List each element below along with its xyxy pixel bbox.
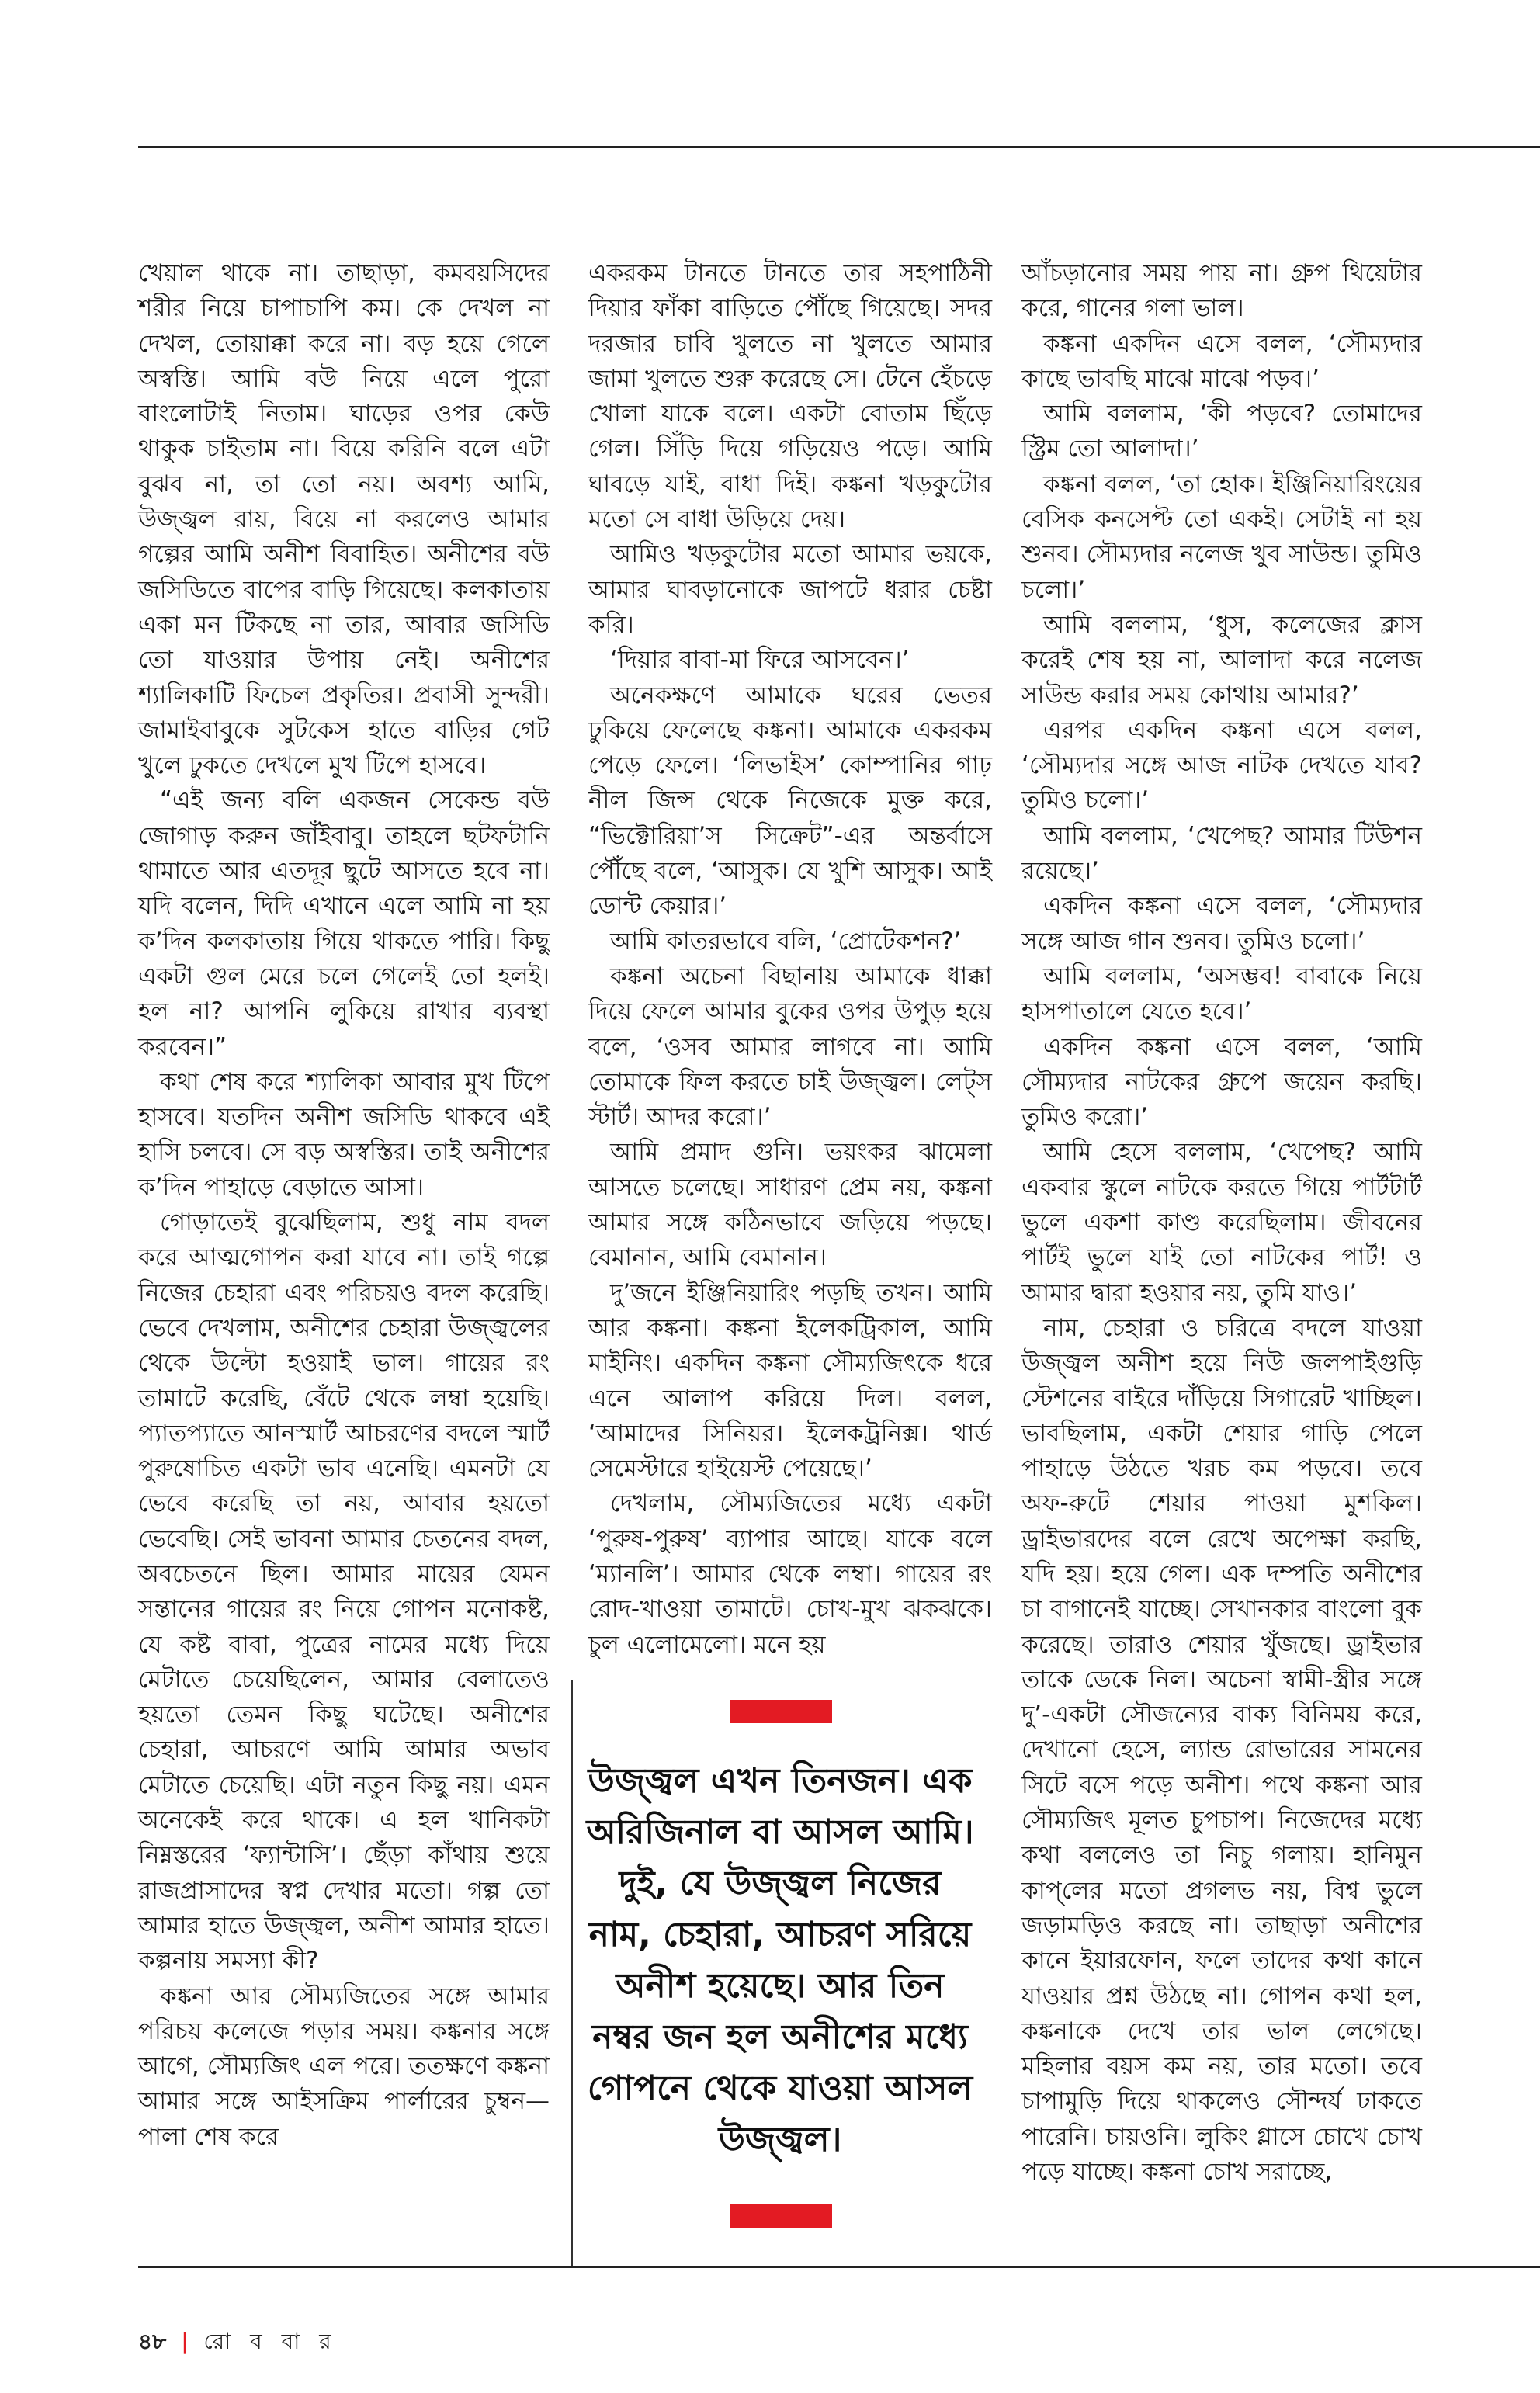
paragraph: এরপর একদিন কঙ্কনা এসে বলল, ‘সৌম্যদার সঙ্গে আজ নাটক দেখতে যাব? তুমিও চলো।’ [1021, 716, 1422, 815]
paragraph: আমি বললাম, ‘ধুস, কলেজের ক্লাস করেই শেষ হয় না, আলাদা করে নলেজ সাউন্ড করার সময় কোথায় আমার?’ [1021, 610, 1422, 709]
paragraph: একদিন কঙ্কনা এসে বলল, ‘আমি সৌম্যদার নাটকের গ্রুপে জয়েন করছি। তুমিও করো।’ [1021, 1032, 1422, 1132]
paragraph: কথা শেষ করে শ্যালিকা আবার মুখ টিপে হাসবে। যতদিন অনীশ জসিডি থাকবে এই হাসি চলবে। সে বড় অস্বস্তির। তাই অনীশের ক’দিন পাহাড়ে বেড়াতে আসা। [138, 1067, 550, 1202]
paragraph: কঙ্কনা অচেনা বিছানায় আমাকে ধাক্কা দিয়ে ফেলে আমার বুকের ওপর উপুড় হয়ে বলে, ‘ওসব আমার লাগবে না। আমি তোমাকে ফিল করতে চাই উজ্জ্বল। লেট্‌স স্টার্ট। আদর করো।’ [588, 962, 992, 1132]
paragraph: গোড়াতেই বুঝেছিলাম, শুধু নাম বদল করে আত্মগোপন করা যাবে না। তাই গল্পে নিজের চেহারা এবং পরিচয়ও বদল করেছি। ভেবে দেখলাম, অনীশের চেহারা উজ্জ্বলের থেকে উল্টো হওয়াই ভাল। গায়ের রং তামাটে করেছি, বেঁটে থেকে লম্বা হয়েছি। প্যাতপ্যাতে আনস্মার্ট আচরণের বদলে স্মার্ট পুরুষোচিত একটা ভাব এনেছি। এমনটা যে ভেবে করেছি তা নয়, আবার হয়তো ভেবেছি। সেই ভাবনা আমার চেতনের বদল, অবচেতনে ছিল। আমার মায়ের যেমন সন্তানের গায়ের রং নিয়ে গোপন মনোকষ্ট, যে কষ্ট বাবা, পুত্রের নামের মধ্যে দিয়ে মেটাতে চেয়েছিলেন, আমার বেলাতেও হয়তো তেমন কিছু ঘটেছে। অনীশের চেহারা, আচরণে আমি আমার অভাব মেটাতে চেয়েছি। এটা নতুন কিছু নয়। এমন অনেকেই করে থাকে। এ হল খানিকটা নিম্নস্তরের ‘ফ্যান্টাসি’। ছেঁড়া কাঁথায় শুয়ে রাজপ্রাসাদের স্বপ্ন দেখার মতো। গল্প তো আমার হাতে উজ্জ্বল, অনীশ আমার হাতে। কল্পনায় সমস্যা কী? [138, 1209, 550, 1975]
pull-quote-accent-bar-top [730, 1700, 832, 1723]
pull-quote-text: উজ্জ্বল এখন তিনজন। এক অরিজিনাল বা আসল আমি। দুই, যে উজ্জ্বল নিজের নাম, চেহারা, আচরণ সরিয়ে অনীশ হয়েছে। আর তিন নম্বর জন হল অনীশের মধ্যে গোপনে থেকে যাওয়া আসল উজ্জ্বল। [586, 1761, 974, 2159]
pull-quote-accent-bar-bottom [730, 2204, 832, 2228]
paragraph: দেখলাম, সৌম্যজিতের মধ্যে একটা ‘পুরুষ-পুরুষ’ ব্যাপার আছে। যাকে বলে ‘ম্যানলি’। আমার থেকে লম্বা। গায়ের রং রোদ-খাওয়া তামাটে। চোখ-মুখ ঝকঝকে। চুল এলোমেলো। মনে হয় [588, 1490, 992, 1659]
paragraph: আমিও খড়কুটোর মতো আমার ভয়কে, আমার ঘাবড়ানোকে জাপটে ধরার চেষ্টা করি। [588, 540, 992, 639]
text-column-3 [1021, 256, 1422, 2190]
paragraph: আমি বললাম, ‘খেপেছ? আমার টিউশন রয়েছে।’ [1021, 821, 1422, 886]
paragraph: আমি বললাম, ‘অসম্ভব! বাবাকে নিয়ে হাসপাতালে যেতে হবে।’ [1021, 962, 1422, 1026]
paragraph: একদিন কঙ্কনা এসে বলল, ‘সৌম্যদার সঙ্গে আজ গান শুনব। তুমিও চলো।’ [1021, 892, 1422, 955]
footer-rule [138, 2266, 1540, 2268]
page-footer [138, 2325, 338, 2361]
paragraph: একরকম টানতে টানতে তার সহপাঠিনী দিয়ার ফাঁকা বাড়িতে পৌঁছে গিয়েছে। সদর দরজার চাবি খুলতে না খুলতে আমার জামা খুলতে শুরু করেছে সে। টেনে হেঁচড়ে খোলা যাকে বলে। একটা বোতাম ছিঁড়ে গেল। সিঁড়ি দিয়ে গড়িয়েও পড়ে। আমি ঘাবড়ে যাই, বাধা দিই। কঙ্কনা খড়কুটোর মতো সে বাধা উড়িয়ে দেয়। [588, 259, 992, 534]
paragraph: দু’জনে ইঞ্জিনিয়ারিং পড়ছি তখন। আমি আর কঙ্কনা। কঙ্কনা ইলেকট্রিকাল, আমি মাইনিং। একদিন কঙ্কনা সৌম্যজিৎকে ধরে এনে আলাপ করিয়ে দিল। বলল, ‘আমাদের সিনিয়র। ইলেকট্রনিক্স। থার্ড সেমেস্টারে হাইয়েস্ট পেয়েছে।’ [588, 1278, 992, 1483]
footer-separator: | [181, 2329, 189, 2354]
magazine-name: রো ব বা র [203, 2329, 338, 2354]
paragraph: আমি কাতরভাবে বলি, ‘প্রোটেকশন?’ [610, 927, 962, 955]
paragraph: আমি হেসে বললাম, ‘খেপেছ? আমি একবার স্কুলে নাটকে করতে গিয়ে পার্টটার্ট ভুলে একশা কাণ্ড করেছিলাম। জীবনের পার্টই ভুলে যাই তো নাটকের পার্ট! ও আমার দ্বারা হওয়ার নয়, তুমি যাও।’ [1021, 1138, 1422, 1307]
paragraph: “এই জন্য বলি একজন সেকেন্ড বউ জোগাড় করুন জাঁইবাবু। তাহলে ছটফটানি থামাতে আর এতদূর ছুটে আসতে হবে না। যদি বলেন, দিদি এখানে এলে আমি না হয় ক’দিন কলকাতায় গিয়ে থাকতে পারি। কিছু একটা গুল মেরে চলে গেলেই তো হলই। হল না? আপনি লুকিয়ে রাখার ব্যবস্থা করবেন।” [138, 786, 550, 1061]
pull-quote [582, 1700, 978, 2235]
paragraph: খেয়াল থাকে না। তাছাড়া, কমবয়সিদের শরীর নিয়ে চাপাচাপি কম। কে দেখল না দেখল, তোয়াক্কা করে না। বড় হয়ে গেলে অস্বস্তি। আমি বউ নিয়ে এলে পুরো বাংলোটাই নিতাম। ঘাড়ের ওপর কেউ থাকুক চাইতাম না। বিয়ে করিনি বলে এটা বুঝব না, তা তো নয়। অবশ্য আমি, উজ্জ্বল রায়, বিয়ে না করলেও আমার গল্পের আমি অনীশ বিবাহিত। অনীশের বউ জসিডিতে বাপের বাড়ি গিয়েছে। কলকাতায় একা মন টিকছে না তার, আবার জসিডি তো যাওয়ার উপায় নেই। অনীশের শ্যালিকাটি ফিচেল প্রকৃতির। প্রবাসী সুন্দরী। জামাইবাবুকে সুটকেস হাতে বাড়ির গেট খুলে ঢুকতে দেখলে মুখ টিপে হাসবে। [138, 259, 550, 780]
text-column-1 [138, 256, 550, 2155]
header-rule [138, 146, 1540, 148]
paragraph: আমি প্রমাদ গুনি। ভয়ংকর ঝামেলা আসতে চলেছে। সাধারণ প্রেম নয়, কঙ্কনা আমার সঙ্গে কঠিনভাবে জড়িয়ে পড়ছে। বেমানান, আমি বেমানান। [588, 1138, 992, 1272]
paragraph: কঙ্কনা বলল, ‘তা হোক। ইঞ্জিনিয়ারিংয়ের বেসিক কনসেপ্ট তো একই। সেটাই না হয় শুনব। সৌম্যদার নলেজ খুব সাউন্ড। তুমিও চলো।’ [1021, 470, 1422, 604]
paragraph: অনেকক্ষণে আমাকে ঘরের ভেতর ঢুকিয়ে ফেলেছে কঙ্কনা। আমাকে একরকম পেড়ে ফেলে। ‘লিভাইস’ কোম্পানির গাঢ় নীল জিন্স থেকে নিজেকে মুক্ত করে, “ভিক্টোরিয়া’স সিক্রেট”-এর অন্তর্বাসে পৌঁছে বলে, ‘আসুক। যে খুশি আসুক। আই ডোন্ট কেয়ার।’ [588, 681, 992, 921]
paragraph: ‘দিয়ার বাবা-মা ফিরে আসবেন।’ [610, 646, 910, 675]
text-column-2 [588, 256, 992, 1663]
column-divider [571, 1680, 573, 2268]
paragraph: আমি বললাম, ‘কী পড়বে? তোমাদের স্ট্রিম তো আলাদা।’ [1021, 400, 1422, 463]
paragraph: কঙ্কনা আর সৌম্যজিতের সঙ্গে আমার পরিচয় কলেজে পড়ার সময়। কঙ্কনার সঙ্গে আগে, সৌম্যজিৎ এল পরে। ততক্ষণে কঙ্কনা আমার সঙ্গে আইসক্রিম পার্লারের চুম্বন— পালা শেষ করে [138, 1982, 550, 2151]
paragraph: আঁচড়ানোর সময় পায় না। গ্রুপ থিয়েটার করে, গানের গলা ভাল। [1021, 259, 1422, 323]
paragraph: নাম, চেহারা ও চরিত্রে বদলে যাওয়া উজ্জ্বল অনীশ হয়ে নিউ জলপাইগুড়ি স্টেশনের বাইরে দাঁড়িয়ে সিগারেট খাচ্ছিল। ভাবছিলাম, একটা শেয়ার গাড়ি পেলে পাহাড়ে উঠতে খরচ কম পড়বে। তবে অফ-রুটে শেয়ার পাওয়া মুশকিল। ড্রাইভারদের বলে রেখে অপেক্ষা করছি, যদি হয়। হয়ে গেল। এক দম্পতি অনীশের চা বাগানেই যাচ্ছে। সেখানকার বাংলো বুক করেছে। তারাও শেয়ার খুঁজছে। ড্রাইভার তাকে ডেকে নিল। অচেনা স্বামী-স্ত্রীর সঙ্গে দু’-একটা সৌজন্যের বাক্য বিনিময় করে, দেখানো হেসে, ল্যান্ড রোভারের সামনের সিটে বসে পড়ে অনীশ। পথে কঙ্কনা আর সৌম্যজিৎ মূলত চুপচাপ। নিজেদের মধ্যে কথা বললেও তা নিচু গলায়। হানিমুন কাপ্‌লের মতো প্রগলভ নয়, বিশ্ব ভুলে জড়ামড়িও করছে না। তাছাড়া অনীশের কানে ইয়ারফোন, ফলে তাদের কথা কানে যাওয়ার প্রশ্ন উঠছে না। গোপন কথা হল, কঙ্কনাকে দেখে তার ভাল লেগেছে। মহিলার বয়স কম নয়, তার মতো। তবে চাপামুড়ি দিয়ে থাকলেও সৌন্দর্য ঢাকতে পারেনি। চায়ওনি। লুকিং গ্লাসে চোখে চোখ পড়ে যাচ্ছে। কঙ্কনা চোখ সরাচ্ছে, [1021, 1313, 1422, 2187]
paragraph: কঙ্কনা একদিন এসে বলল, ‘সৌম্যদার কাছে ভাবছি মাঝে মাঝে পড়ব।’ [1021, 329, 1422, 393]
page-number: ৪৮ [138, 2329, 167, 2354]
